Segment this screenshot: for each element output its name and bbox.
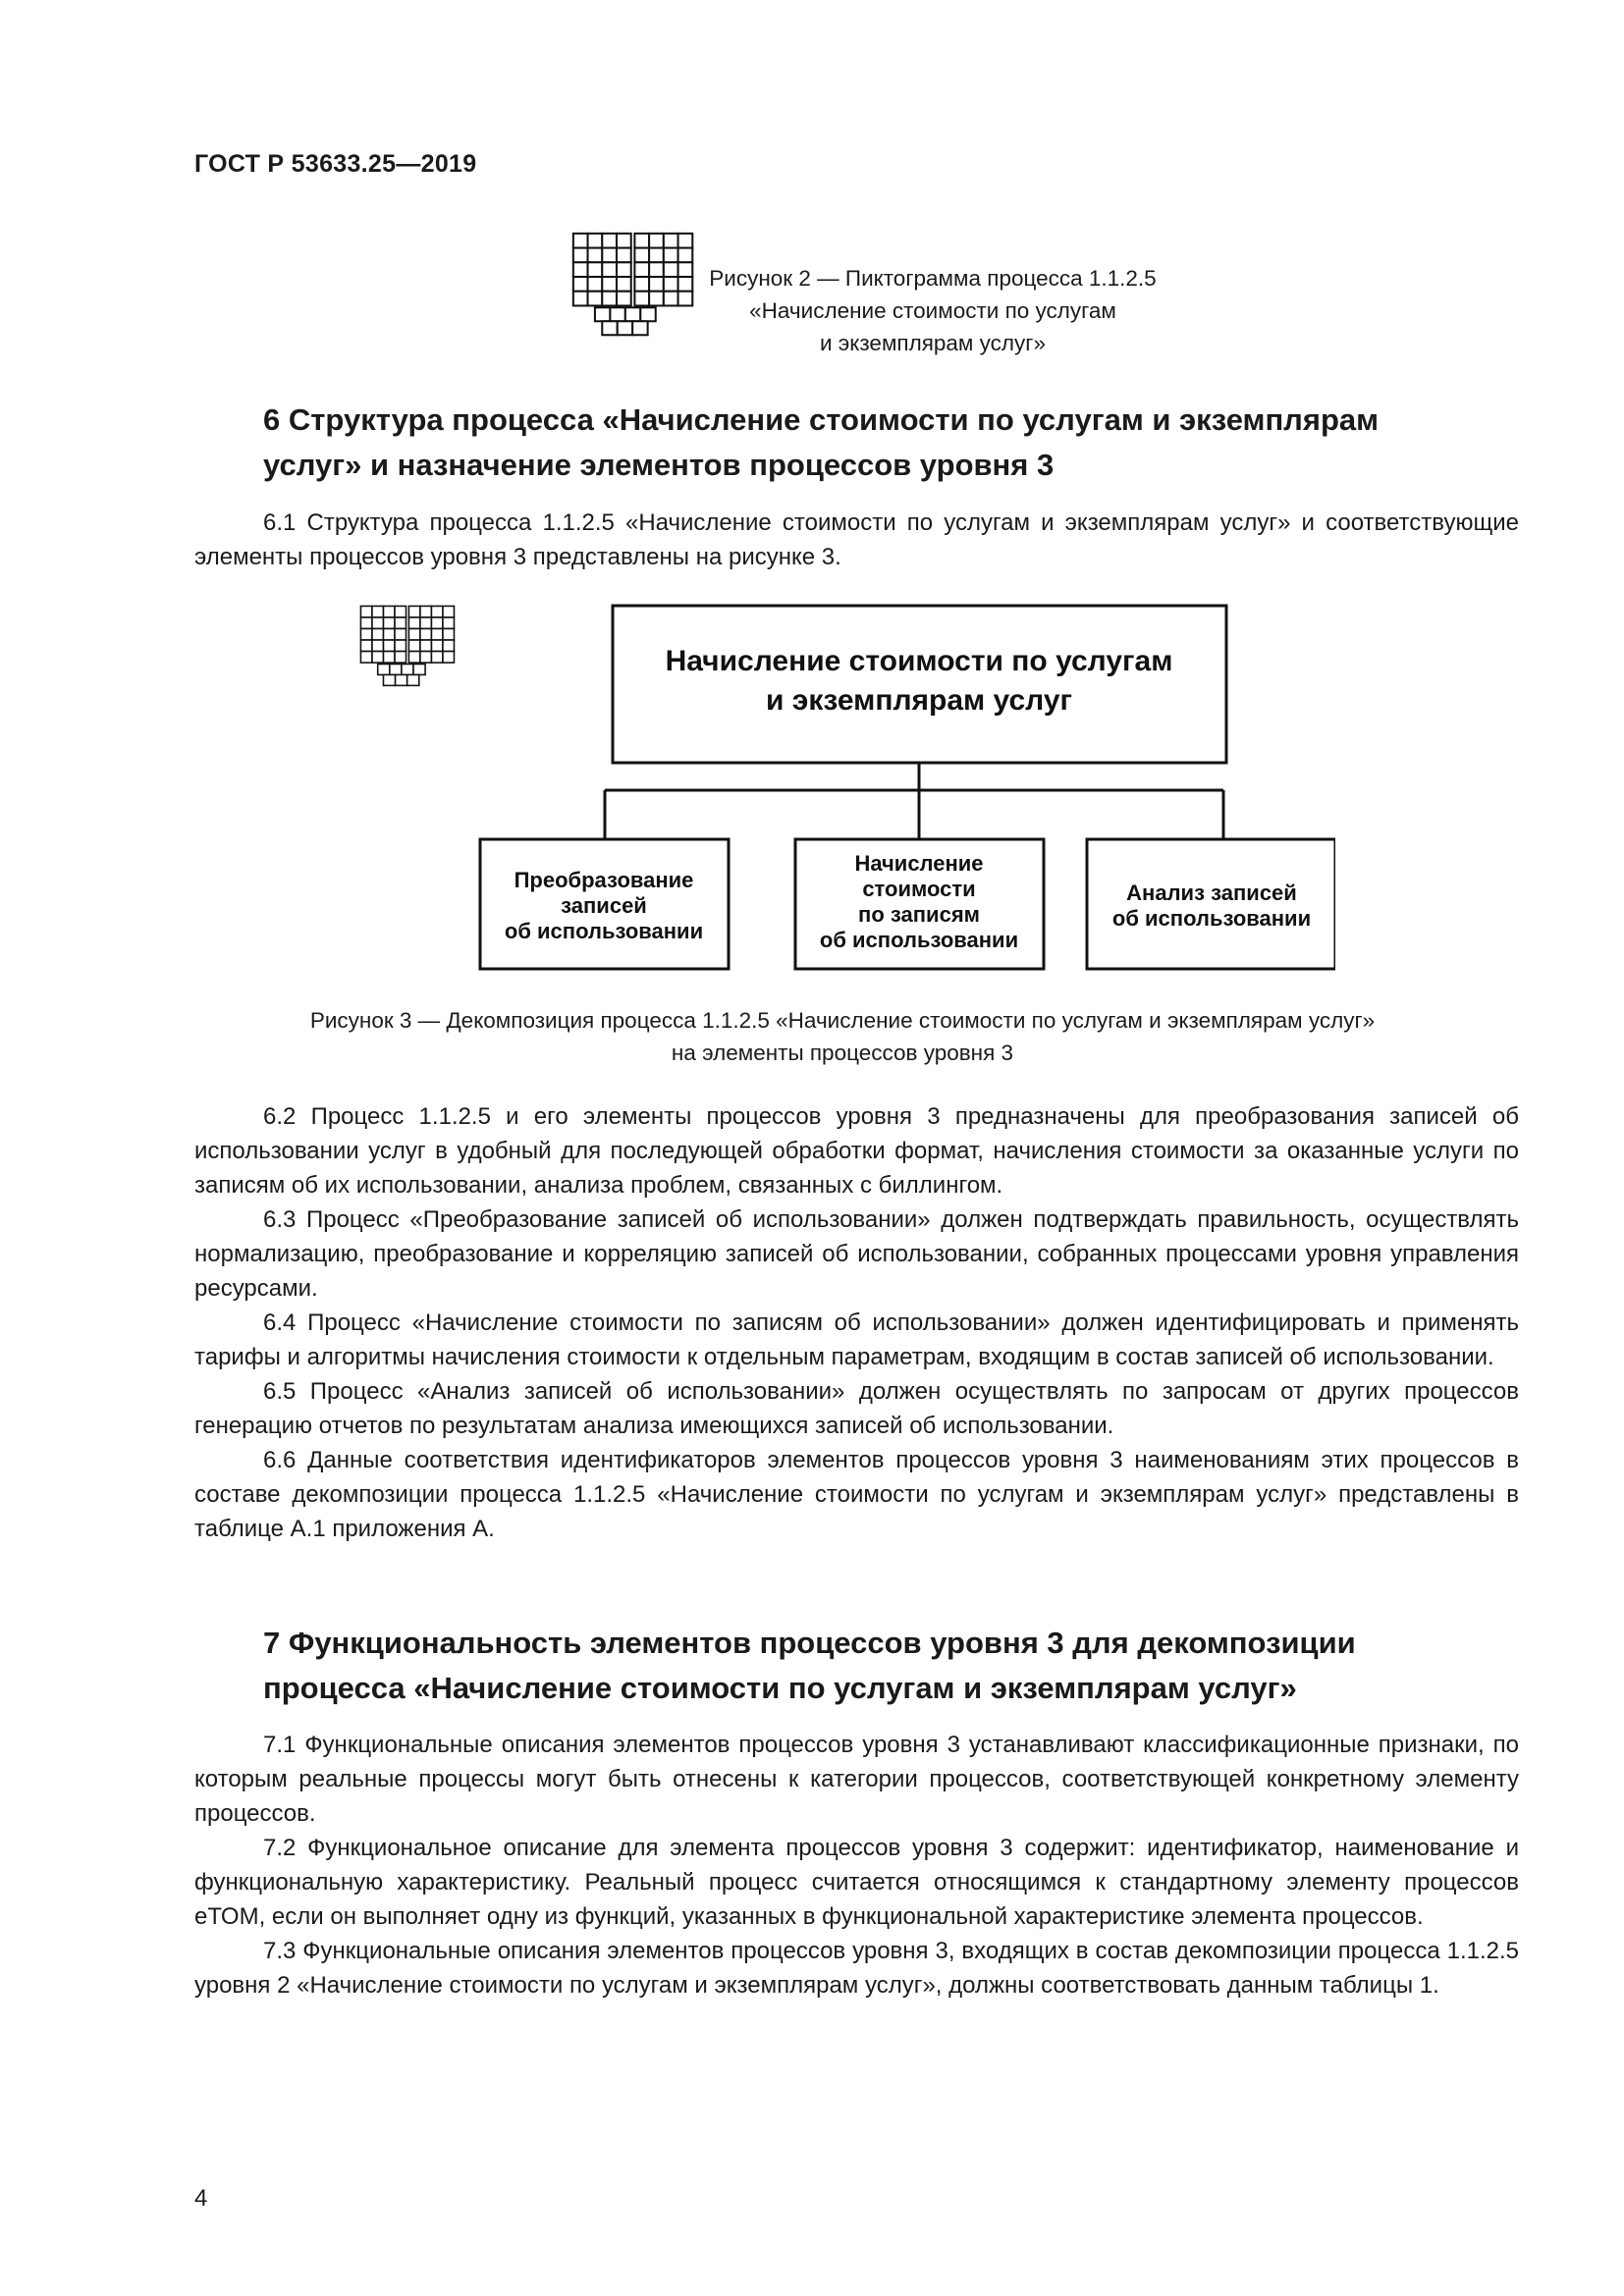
section-7-body <box>194 1728 1519 2002</box>
pictogram-cell <box>408 628 420 640</box>
figure-2-caption-line: Рисунок 2 — Пиктограмма процесса 1.1.2.5 <box>709 266 1157 291</box>
pictogram-cell <box>383 628 395 640</box>
pictogram-cell <box>602 248 617 263</box>
pictogram-cell <box>420 617 432 629</box>
paragraph-7-2: 7.2 Функциональное описание для элемента процессов уровня 3 содержит: идентификатор, наименование и функциональную характеристику. Реальный процесс считается относящимся к стандартному элементу процессов еТОМ, если он выполняет одну из функций, указанных в функциональной характеристике элемента процессов. <box>194 1835 1519 1930</box>
pictogram-cell <box>664 262 678 277</box>
pictogram-cell <box>420 640 432 652</box>
pictogram-cell <box>617 262 631 277</box>
pictogram-cell <box>383 640 395 652</box>
pictogram-cell <box>640 307 655 321</box>
pictogram-cell <box>602 292 617 306</box>
pictogram-cell <box>443 606 455 617</box>
figure-3-caption <box>194 1004 1490 1069</box>
pictogram-cell <box>408 617 420 629</box>
pictogram-cell <box>413 664 425 674</box>
pictogram-cell <box>573 248 588 263</box>
pictogram-cell <box>617 234 631 248</box>
pictogram-cell <box>360 640 372 652</box>
pictogram-cell <box>617 292 631 306</box>
pictogram-cell <box>431 652 443 664</box>
pictogram-cell <box>443 640 455 652</box>
pictogram-cell <box>443 617 455 629</box>
section-6-title-line: услуг» и назначение элементов процессов уровня 3 <box>263 448 1055 482</box>
pictogram-cell <box>649 292 664 306</box>
paragraph-text: 6.1 Структура процесса 1.1.2.5 «Начисление стоимости по услугам и экземплярам услуг» и соответствующие элементы процессов уровня 3 представлены на рисунке 3. <box>194 509 1519 570</box>
pictogram-cell <box>634 277 649 292</box>
pictogram-cell <box>378 664 390 674</box>
pictogram-cell <box>395 640 406 652</box>
pictogram-cell <box>402 664 413 674</box>
pictogram-cell <box>360 617 372 629</box>
pictogram-cell <box>372 606 384 617</box>
paragraph-7-1: 7.1 Функциональные описания элементов процессов уровня 3 устанавливают классификационные признаки, по которым реальные процессы могут быть отнесены к категории процессов, соответствующей конкретному элементу процессов. <box>194 1732 1519 1827</box>
pictogram-cell <box>443 652 455 664</box>
pictogram-cell <box>664 234 678 248</box>
pictogram-cell <box>383 652 395 664</box>
document-code: ГОСТ Р 53633.25—2019 <box>194 150 477 178</box>
figure-3-caption-line: Рисунок 3 — Декомпозиция процесса 1.1.2.5 «Начисление стоимости по услугам и экземплярам услуг» <box>309 1008 1376 1033</box>
pictogram-cell <box>395 652 406 664</box>
pictogram-cell <box>664 292 678 306</box>
child-process-label: об использовании <box>819 928 1019 952</box>
paragraph-6-6: 6.6 Данные соответствия идентификаторов элементов процессов уровня 3 наименованиям этих процессов в составе декомпозиции процесса 1.1.2.5 «Начисление стоимости по услугам и экземплярам услуг» представлены в таблице А.1 приложения А. <box>194 1447 1519 1542</box>
figure-2-caption <box>687 262 1178 359</box>
section-6-title <box>263 398 1379 488</box>
pictogram-cell <box>595 307 610 321</box>
paragraph-6-5: 6.5 Процесс «Анализ записей об использовании» должен осуществлять по запросам от других процессов генерацию отчетов по результатам анализа имеющихся записей об использовании. <box>194 1378 1519 1439</box>
pictogram-cell <box>610 307 624 321</box>
pictogram-cell <box>407 674 419 685</box>
pictogram-cell <box>617 248 631 263</box>
pictogram-cell <box>431 617 443 629</box>
pictogram-cell <box>625 307 640 321</box>
pictogram-cell <box>588 262 603 277</box>
pictogram-cell <box>588 248 603 263</box>
section-7-title-line: 7 Функциональность элементов процессов уровня 3 для декомпозиции <box>263 1626 1356 1660</box>
paragraph-6-4: 6.4 Процесс «Начисление стоимости по записям об использовании» должен идентифицировать и применять тарифы и алгоритмы начисления стоимости к отдельным параметрам, входящим в состав записей об использовании. <box>194 1309 1519 1370</box>
child-process-label: Начисление <box>854 851 984 876</box>
pictogram-cell <box>443 628 455 640</box>
pictogram-cell <box>383 674 395 685</box>
pictogram-cell <box>678 234 693 248</box>
section-6-title-line: 6 Структура процесса «Начисление стоимости по услугам и экземплярам <box>263 402 1380 437</box>
pictogram-cell <box>431 628 443 640</box>
pictogram-cell <box>431 606 443 617</box>
page-number: 4 <box>194 2185 208 2212</box>
child-process-label: Преобразование <box>514 868 694 892</box>
pictogram-cell <box>664 277 678 292</box>
pictogram-cell <box>431 640 443 652</box>
pictogram-cell <box>634 248 649 263</box>
pictogram-cell <box>420 606 432 617</box>
pictogram-cell <box>602 321 617 335</box>
pictogram-cell <box>678 248 693 263</box>
pictogram-cell <box>383 617 395 629</box>
pictogram-cell <box>649 277 664 292</box>
pictogram-cell <box>649 234 664 248</box>
pictogram-cell <box>573 234 588 248</box>
pictogram-cell <box>588 292 603 306</box>
paragraph-6-3: 6.3 Процесс «Преобразование записей об использовании» должен подтверждать правильность, осуществлять нормализацию, преобразование и корреляцию записей об использовании, собранных процессами уровня управления ресурсами. <box>194 1206 1519 1302</box>
pictogram-cell <box>372 652 384 664</box>
pictogram-cell <box>408 652 420 664</box>
pictogram-cell <box>383 606 395 617</box>
pictogram-cell <box>632 321 647 335</box>
pictogram-cell <box>649 262 664 277</box>
pictogram-cell <box>602 262 617 277</box>
process-pictogram-icon <box>360 606 454 685</box>
pictogram-cell <box>588 234 603 248</box>
pictogram-cell <box>360 652 372 664</box>
child-process-label: об использовании <box>504 919 704 943</box>
pictogram-cell <box>573 292 588 306</box>
pictogram-cell <box>649 248 664 263</box>
paragraph-6-1 <box>194 506 1519 574</box>
pictogram-cell <box>390 664 402 674</box>
pictogram-cell <box>634 234 649 248</box>
pictogram-cell <box>617 277 631 292</box>
pictogram-cell <box>372 628 384 640</box>
section-7-title-line: процесса «Начисление стоимости по услугам и экземплярам услуг» <box>263 1671 1297 1705</box>
pictogram-cell <box>602 234 617 248</box>
pictogram-cell <box>372 617 384 629</box>
root-process-label: Начисление стоимости по услугам <box>665 645 1173 677</box>
pictogram-cell <box>395 606 406 617</box>
pictogram-cell <box>396 674 407 685</box>
paragraph-7-3: 7.3 Функциональные описания элементов процессов уровня 3, входящих в состав декомпозиции процесса 1.1.2.5 уровня 2 «Начисление стоимости по услугам и экземплярам услуг», должны соответствовать данным таблицы 1. <box>194 1938 1519 1999</box>
pictogram-cell <box>420 628 432 640</box>
decomposition-diagram <box>353 601 1335 974</box>
section-7-title <box>263 1621 1356 1711</box>
child-process-label: об использовании <box>1111 906 1312 931</box>
pictogram-cell <box>618 321 632 335</box>
child-process-label: записей <box>561 893 647 918</box>
pictogram-cell <box>372 640 384 652</box>
paragraph-6-2: 6.2 Процесс 1.1.2.5 и его элементы процессов уровня 3 предназначены для преобразования записей об использовании услуг в удобный для последующей обработки формат, начисления стоимости за оказанные услуги по записям об их использовании, анализа проблем, связанных с биллингом. <box>194 1103 1519 1199</box>
pictogram-cell <box>634 262 649 277</box>
figure-3-caption-line: на элементы процессов уровня 3 <box>671 1041 1014 1065</box>
pictogram-cell <box>395 617 406 629</box>
pictogram-cell <box>420 652 432 664</box>
pictogram-cell <box>664 248 678 263</box>
pictogram-cell <box>408 640 420 652</box>
pictogram-cell <box>573 262 588 277</box>
pictogram-cell <box>634 292 649 306</box>
pictogram-cell <box>408 606 420 617</box>
child-process-label: Анализ записей <box>1126 881 1297 905</box>
root-process-label: и экземплярам услуг <box>765 684 1073 717</box>
pictogram-cell <box>588 277 603 292</box>
section-6-body <box>194 1099 1519 1546</box>
figure-2-caption-line: и экземплярам услуг» <box>819 331 1047 355</box>
pictogram-cell <box>602 277 617 292</box>
pictogram-cell <box>360 606 372 617</box>
pictogram-cell <box>573 277 588 292</box>
pictogram-cell <box>360 628 372 640</box>
pictogram-cell <box>395 628 406 640</box>
figure-2-caption-line: «Начисление стоимости по услугам <box>749 298 1116 323</box>
child-process-label: по записям <box>858 902 980 927</box>
child-process-label: стоимости <box>862 877 976 901</box>
